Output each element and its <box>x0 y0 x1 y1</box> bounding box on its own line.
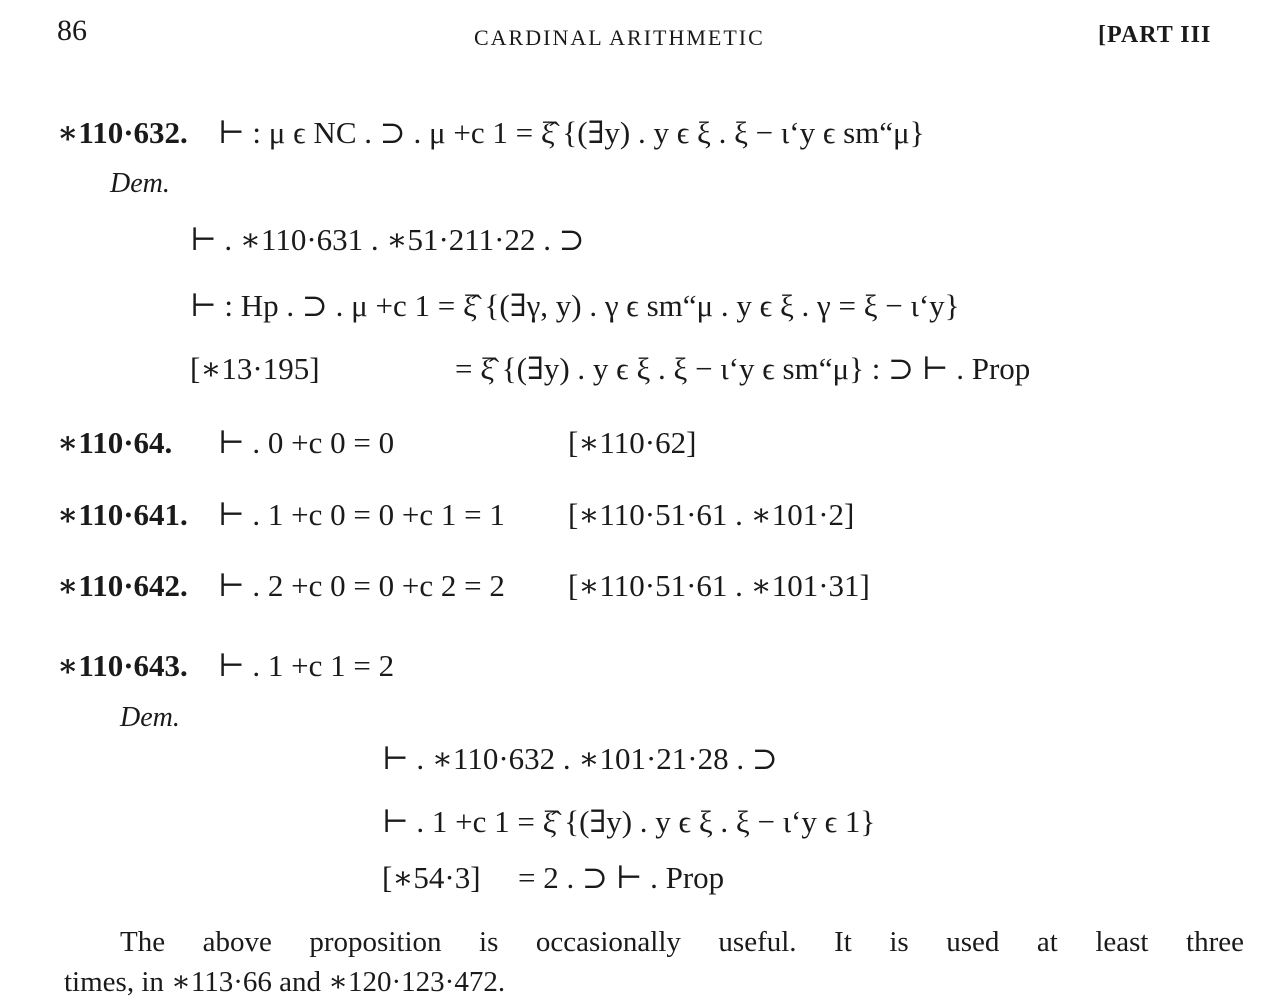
demonstration-reference: [∗54·3] <box>382 860 481 895</box>
paragraph-line: The above proposition is occasionally useful. It is used at least three <box>120 926 1244 958</box>
demonstration-line: = 2 . ⊃ ⊢ . Prop <box>518 860 725 895</box>
demonstration-reference: [∗13·195] <box>190 351 320 386</box>
proposition-statement: ⊢ . 1 +c 1 = 2 <box>218 648 395 683</box>
body-paragraph <box>64 922 1244 1002</box>
proposition-reference: [∗110·51·61 . ∗101·31] <box>568 568 870 603</box>
proposition-number: ∗110·632. <box>57 115 188 150</box>
proposition-statement: ⊢ . 0 +c 0 = 0 <box>218 425 395 460</box>
demonstration-line: ⊢ . 1 +c 1 = ξ̂ {(∃y) . y ϵ ξ . ξ − ι‘y ϵ 1} <box>382 804 876 839</box>
demonstration-label: Dem. <box>110 168 170 199</box>
running-title: CARDINAL ARITHMETIC <box>474 25 765 50</box>
proposition-reference: [∗110·51·61 . ∗101·2] <box>568 497 855 532</box>
proposition-number: ∗110·641. <box>57 497 188 532</box>
proposition-number: ∗110·642. <box>57 568 188 603</box>
demonstration-line: ⊢ . ∗110·632 . ∗101·21·28 . ⊃ <box>382 741 778 776</box>
demonstration-line: ⊢ . ∗110·631 . ∗51·211·22 . ⊃ <box>190 222 585 257</box>
paragraph-line: times, in ∗113·66 and ∗120·123·472. <box>64 966 506 998</box>
proposition-number: ∗110·643. <box>57 648 188 683</box>
proposition-statement: ⊢ . 2 +c 0 = 0 +c 2 = 2 <box>218 568 505 603</box>
proposition-statement: ⊢ : μ ϵ NC . ⊃ . μ +c 1 = ξ̂ {(∃y) . y ϵ ξ . ξ − ι‘y ϵ sm“μ} <box>218 115 925 150</box>
part-label: [PART III <box>1098 22 1212 48</box>
demonstration-line: = ξ̂ {(∃y) . y ϵ ξ . ξ − ι‘y ϵ sm“μ} : ⊃ ⊢ . Prop <box>455 351 1031 386</box>
proposition-statement: ⊢ . 1 +c 0 = 0 +c 1 = 1 <box>218 497 505 532</box>
demonstration-line: ⊢ : Hp . ⊃ . μ +c 1 = ξ̂ {(∃γ, y) . γ ϵ sm“μ . y ϵ ξ . γ = ξ − ι‘y} <box>190 288 960 323</box>
page-number: 86 <box>57 14 87 47</box>
proposition-reference: [∗110·62] <box>568 425 697 460</box>
demonstration-label: Dem. <box>120 702 180 733</box>
proposition-number: ∗110·64. <box>57 425 173 460</box>
